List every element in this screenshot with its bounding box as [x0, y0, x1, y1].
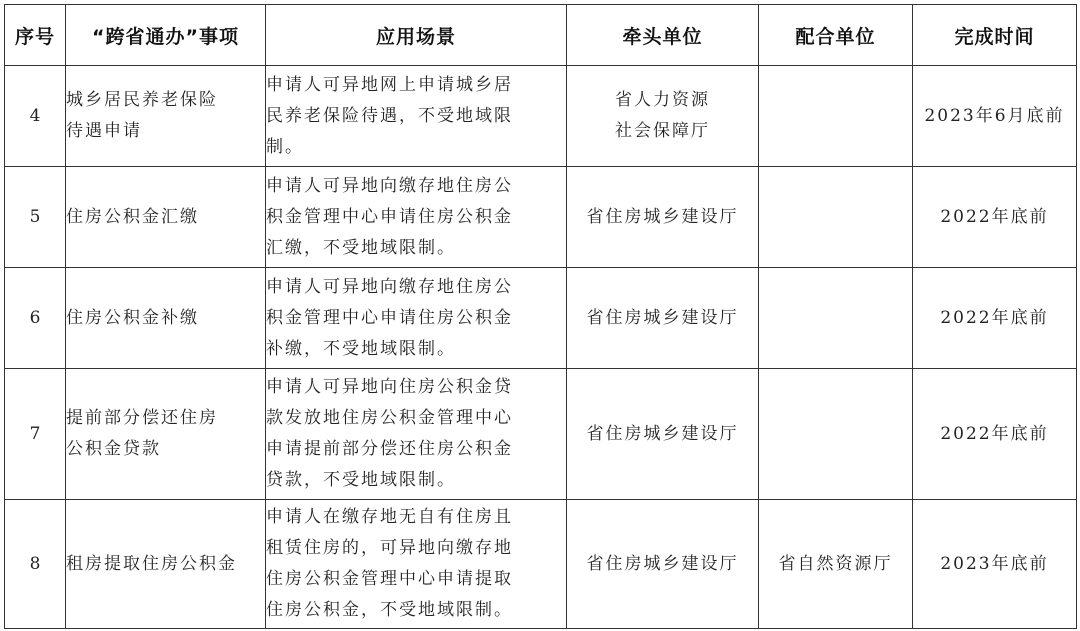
item-cell — [66, 369, 266, 500]
scenario-cell — [266, 66, 567, 167]
scenario-line: 申请人可异地向缴存地住房公 — [266, 175, 513, 196]
header-item: “跨省通办”事项 — [66, 5, 266, 66]
item-line: 城乡居民养老保险 — [66, 90, 218, 110]
coop-cell — [759, 369, 913, 500]
table-row — [5, 167, 1077, 268]
header-deadline: 完成时间 — [913, 5, 1077, 66]
item-line: 租房提取住房公积金 — [66, 553, 237, 574]
scenario-line: 申请人在缴存地无自有住房且 — [266, 507, 513, 527]
header-scenario: 应用场景 — [266, 5, 567, 66]
item-line: 公积金贷款 — [66, 439, 161, 459]
lead-line: 省人力资源 — [615, 90, 710, 110]
item-cell — [66, 66, 266, 167]
scenario-line: 汇缴，不受地域限制。 — [266, 237, 456, 258]
lead-cell — [567, 268, 759, 369]
lead-cell — [567, 500, 759, 629]
coop-cell: 省自然资源厅 — [759, 500, 913, 629]
table-row — [5, 369, 1077, 500]
scenario-line: 制。 — [266, 136, 304, 157]
coop-cell — [759, 268, 913, 369]
header-coop: 配合单位 — [759, 5, 913, 66]
item-line: 提前部分偿还住房 — [66, 408, 218, 428]
row-number: 4 — [5, 66, 66, 167]
scenario-line: 补缴，不受地域限制。 — [266, 338, 456, 359]
row-number: 6 — [5, 268, 66, 369]
scenario-line: 贷款，不受地域限制。 — [266, 470, 456, 490]
lead-line: 省住房城乡建设厅 — [586, 307, 739, 328]
scenario-line: 住房公积金，不受地域限制。 — [266, 600, 513, 620]
row-number: 8 — [5, 500, 66, 629]
row-number: 5 — [5, 167, 66, 268]
item-cell — [66, 268, 266, 369]
item-line: 住房公积金补缴 — [66, 307, 199, 328]
scenario-line: 申请人可异地网上申请城乡居 — [266, 74, 513, 95]
scenario-line: 款发放地住房公积金管理中心 — [266, 408, 513, 428]
header-no: 序号 — [5, 5, 66, 66]
scenario-line: 申请人可异地向缴存地住房公 — [266, 276, 513, 297]
row-number: 7 — [5, 369, 66, 500]
lead-line: 省住房城乡建设厅 — [586, 206, 739, 227]
item-line: 待遇申请 — [66, 121, 142, 141]
lead-cell — [567, 66, 759, 167]
item-line: 住房公积金汇缴 — [66, 206, 199, 227]
scenario-line: 积金管理中心申请住房公积金 — [266, 206, 513, 227]
table-row — [5, 268, 1077, 369]
scenario-cell — [266, 369, 567, 500]
deadline-cell: 2023年底前 — [913, 500, 1077, 629]
policy-table — [4, 4, 1077, 629]
deadline-cell: 2022年底前 — [913, 268, 1077, 369]
deadline-cell: 2023年6月底前 — [913, 66, 1077, 167]
table-row — [5, 66, 1077, 167]
scenario-line: 租赁住房的，可异地向缴存地 — [266, 538, 513, 558]
lead-line: 省住房城乡建设厅 — [586, 553, 739, 574]
scenario-line: 民养老保险待遇，不受地域限 — [266, 105, 513, 126]
deadline-cell: 2022年底前 — [913, 369, 1077, 500]
item-cell — [66, 167, 266, 268]
header-lead: 牵头单位 — [567, 5, 759, 66]
lead-cell — [567, 167, 759, 268]
scenario-line: 住房公积金管理中心申请提取 — [266, 569, 513, 589]
scenario-line: 申请提前部分偿还住房公积金 — [266, 439, 513, 459]
lead-line: 省住房城乡建设厅 — [586, 423, 739, 444]
scenario-cell — [266, 167, 567, 268]
coop-cell — [759, 66, 913, 167]
lead-line: 社会保障厅 — [615, 121, 710, 141]
table-row — [5, 500, 1077, 629]
deadline-cell: 2022年底前 — [913, 167, 1077, 268]
scenario-cell — [266, 268, 567, 369]
item-cell — [66, 500, 266, 629]
scenario-line: 申请人可异地向住房公积金贷 — [266, 377, 513, 397]
header-row — [5, 5, 1077, 66]
scenario-cell — [266, 500, 567, 629]
coop-cell — [759, 167, 913, 268]
lead-cell — [567, 369, 759, 500]
scenario-line: 积金管理中心申请住房公积金 — [266, 307, 513, 328]
